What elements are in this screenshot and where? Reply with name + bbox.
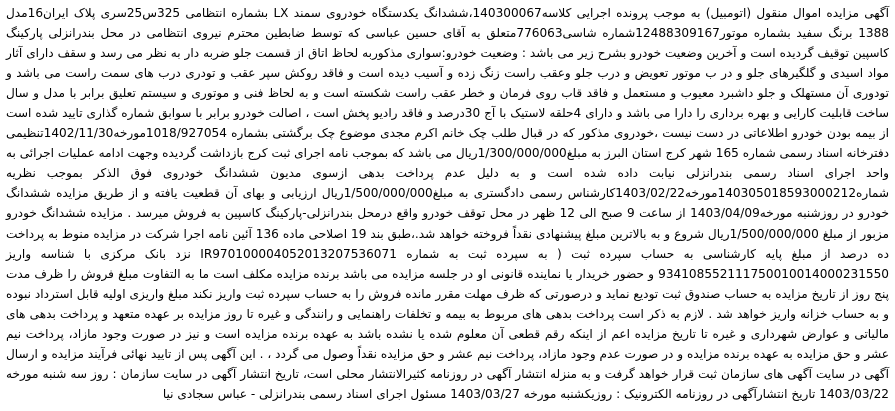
auction-notice-text: آگهی مزایده اموال منقول (اتومبیل) به موجب پرونده اجرایی کلاسه140300067،ششدانگ یکدستگاه خودروی سمند LX بشماره انتظامی 325س25سری پلاک ایران16مدل 1388 برنگ سفید بشماره موتور12488309167شماره شاسی776063متعلق به آقای حسین عباسی که توسط ضابطین محترم نیروی انتظامی در محل بندرانزلی پارکینگ کاسپین توقیف گردیده است و آخرین وضعیت خودرو بشرح زیر می باشد : وضعیت خودرو:سواری مذکوربه لحاظ اتاق از قسمت جلو ضربه دار به نظر می رسد و سقف دارای آثار مواد اسیدی و گلگیرهای جلو و در ب موتور تعویض و درب جلو وعقب راست زنگ زده و آسیب دیده است و فاقد روکش سپر عقب و تودری درب های سمت راست می باشد و تودوری آن مستهلک و جلو داشبرد معیوب و مستعمل و فاقد قاب روی فرمان و خطر عقب راست شکسته است و به لحاظ فنی و موتوری و سیستم تعلیق برابر با مدل و سال ساخت قابلیت کارایی و بهره برداری را دارا می باشد و دارای 4حلقه لاستیک با آج 30درصد و فاقد رادیو پخش است ، اصالت خودرو برابر با سوابق شماره گذاری تایید شده است از بیمه بودن خودرو اطلاعاتی در دست نیست ،خودروی مذکور که در قبال طلب چک خانم اکرم مجدی موضوع چک برگشتی بشماره 1018/927054مورخه1402/11/30تنظیمی دفترخانه اسناد رسمی شماره 165 شهر کرج استان البرز به مبلغ1/300/000/000ریال می باشد که بموجب نامه اجرای ثبت کرج بازداشت گردیده وجهت ادامه عملیات اجرائی به واحد اجرای اسناد رسمی بندرانزلی نیابت داده شده است و به دلیل عدم پرداخت بدهی ازسوی مدیون ششدانگ خودروی فوق الذکر بموجب نظریه شماره140305018593000212مورخه1403/02/22کارشناس رسمی دادگستری به مبلغ1/500/000/000ریال ارزیابی و بهای آن قطعیت یافته و از طریق مزایده ششدانگ خودرو در روزشنبه مورخه1403/04/09 از ساعت 9 صبح الی 12 ظهر در محل توقف خودرو واقع درمحل بندرانزلی-پارکینگ کاسپین به فروش میرسد . مزایده ششدانگ خودرو مزبور از مبلغ 1/500/000/000ریال شروع و به بالاترین مبلغ پیشنهادی نقداً فروخته خواهد شد.،طبق بند 19 اصلاحی ماده 136 آئین نامه اجرا شرکت در مزایده منوط به پرداخت ده درصد از مبلغ پایه کارشناسی به حساب سپرده ثبت ( به سپرده ثبت به شماره IR970100004052013207536071 نزد بانک مرکزی با شناسه واریز 934108552111750010014000231550 و حضور خریدار یا نماینده قانونی او در جلسه مزایده می باشد برنده مزایده مکلف است ما به التفاوت مبلغ فروش را ظرف مدت پنج روز از تاریخ مزایده به حساب صندوق ثبت تودیع نماید و درصورتی که ظرف مهلت مقرر مانده فروش را به حساب سپرده ثبت واریز نکند مبلغ واریزی اولیه قابل استرداد نبوده و به حساب خزانه واریز خواهد شد . لازم به ذکر است پرداخت بدهی های مربوط به بیمه و تخلفات راهنمایی و رانندگی و غیره تا روز مزایده بر عهده متعهد و پرداخت بدهی های مالیاتی و عوارض شهرداری و غیره تا تاریخ مزایده اعم از اینکه رقم قطعی آن معلوم شده یا نشده باشد به عهده برنده مزایده است و نیز در صورت وجود مازاد، پرداخت نیم عشر و حق مزایده به عهده برنده مزایده و در صورت عدم وجود مازاد، پرداخت نیم عشر و حق مزایده نقداً وصول می گردد ، . این آگهی پس از تایید نهائی فرآیند مزایده و ارسال آگهی در سایت آگهی های سازمان ثبت قرار خواهد گرفت و به منزله انتشار آگهی در روزنامه کثیرالانتشار محلی است، تاریخ انتشار آگهی در سایت سازمان : روز سه شنبه مورخه 1403/03/22 تاریخ انتشارآگهی در روزنامه الکترونیک : روزیکشنبه مورخه 1403/03/27 مسئول اجرای اسناد رسمی بندرانزلی - عباس سجادی نیا <box>6 6 890 401</box>
